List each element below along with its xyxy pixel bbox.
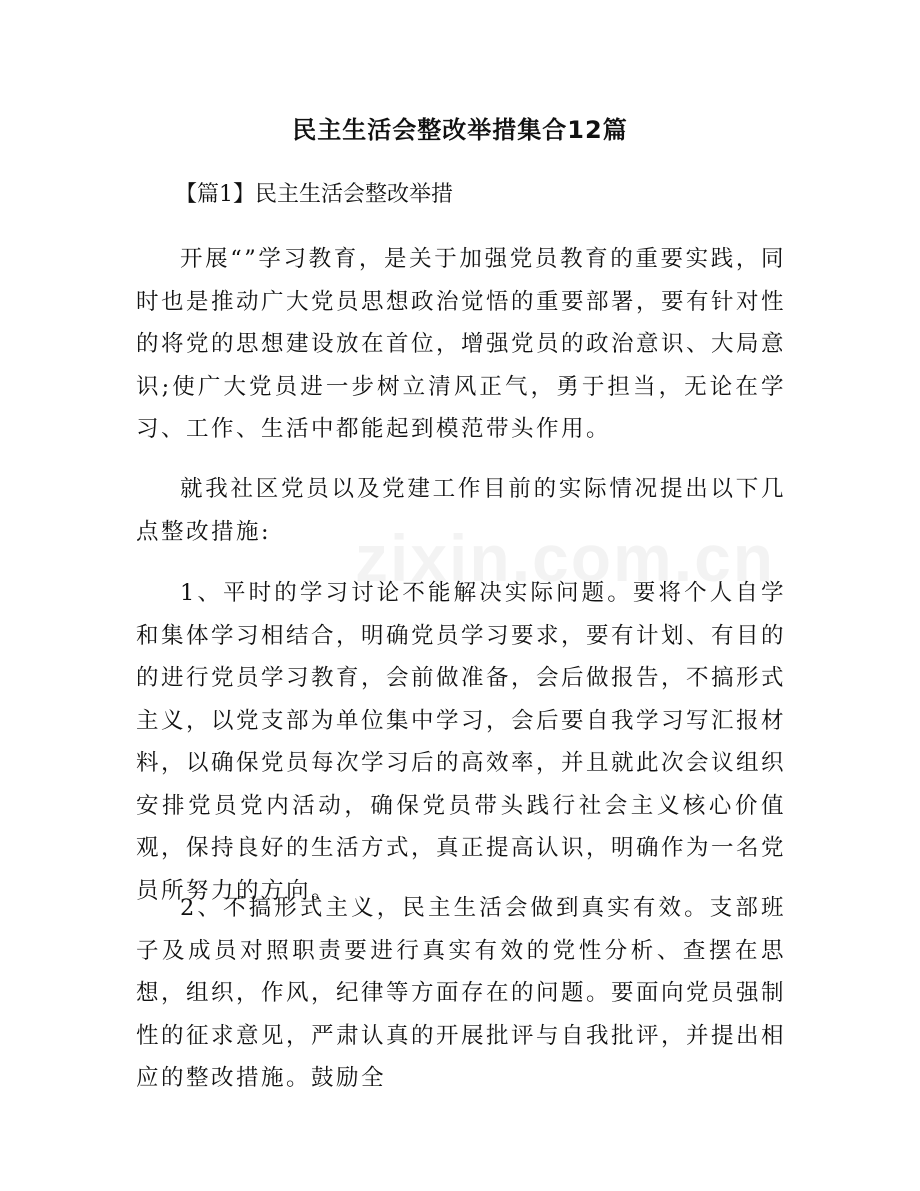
document-title: 民主生活会整改举措集合12篇 [292, 116, 628, 144]
paragraph-intro: 开展“”学习教育，是关于加强党员教育的重要实践，同时也是推动广大党员思想政治觉悟的重要部署，要有针对性的将党的思想建设放在首位，增强党员的政治意识、大局意识;使广大党员进一步树立清风正气，勇于担当，无论在学习、工作、生活中都能起到模范带头作用。 [136, 246, 787, 442]
paragraph-measure-2: 2、不搞形式主义，民主生活会做到真实有效。支部班子及成员对照职责要进行真实有效的党性分析、查摆在思想，组织，作风，纪律等方面存在的问题。要面向党员强制性的征求意见，严肃认真的开展批评与自我批评，并提出相应的整改措施。鼓励全 [136, 895, 787, 1091]
paragraph-measure-1: 1、平时的学习讨论不能解决实际问题。要将个人自学和集体学习相结合，明确党员学习要求，要有计划、有目的的进行党员学习教育，会前做准备，会后做报告，不搞形式主义，以党支部为单位集中学习，会后要自我学习写汇报材料，以确保党员每次学习后的高效率，并且就此次会议组织安排党员党内活动，确保党员带头践行社会主义核心价值观，保持良好的生活方式，真正提高认识，明确作为一名党员所努力的方向。 [136, 580, 787, 904]
section-heading: 【篇1】民主生活会整改举措 [175, 182, 453, 207]
paragraph-measures-lead: 就我社区党员以及党建工作目前的实际情况提出以下几点整改措施: [136, 476, 786, 545]
